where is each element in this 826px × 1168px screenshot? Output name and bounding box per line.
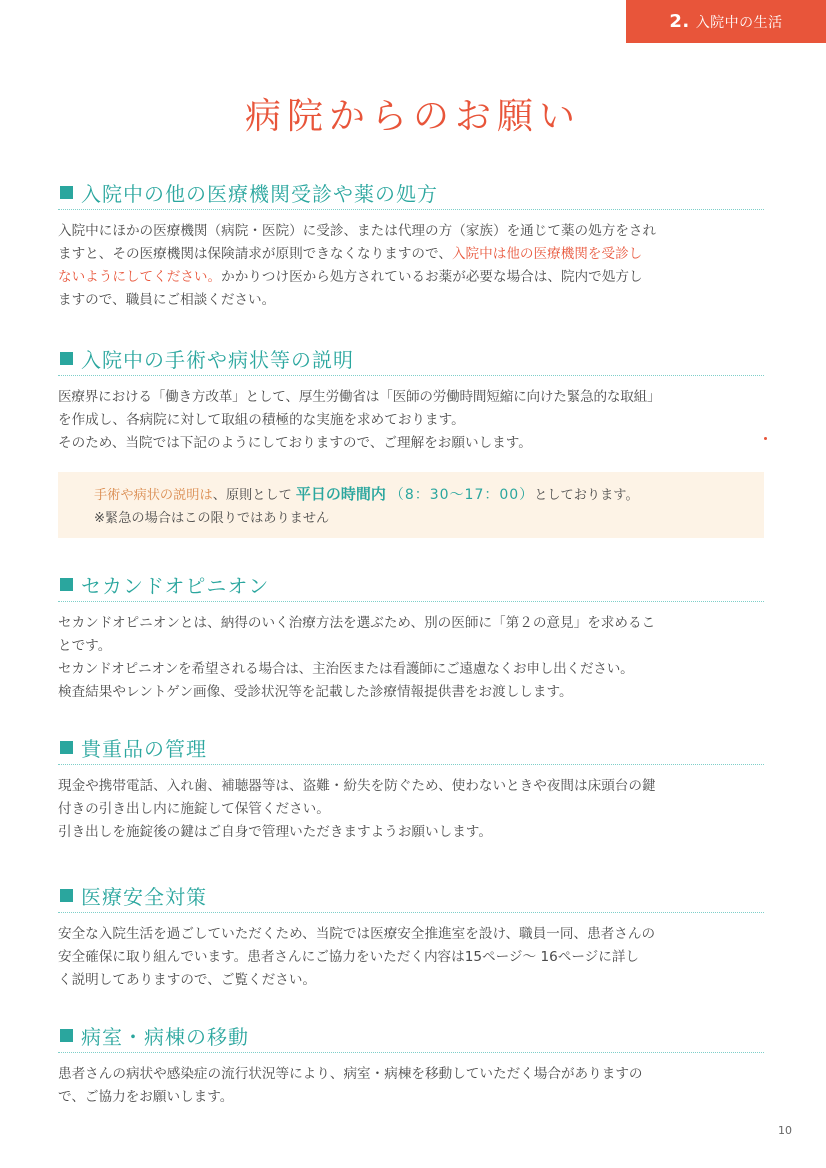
body-line: く説明してありますので、ご覧ください。 <box>58 972 317 988</box>
body-line: 医療界における「働き方改革」として、厚生労働省は「医師の労働時間短縮に向けた緊急的な取組」 <box>58 389 661 405</box>
section-title: 入院中の他の医療機関受診や薬の処方 <box>81 182 438 206</box>
body-line: 患者さんの病状や感染症の流行状況等により、病室・病棟を移動していただく場合がありますの <box>58 1066 643 1082</box>
section-body <box>58 386 764 455</box>
body-line: 安全確保に取り組んでいます。患者さんにご協力をいただく内容は15ページ～ 16ページに詳し <box>58 949 640 965</box>
section-body <box>58 923 764 992</box>
body-line: 検査結果やレントゲン画像、受診状況等を記載した診療情報提供書をお渡しします。 <box>58 684 573 700</box>
section-heading <box>58 883 764 913</box>
square-bullet-icon <box>60 889 73 902</box>
section-title: 入院中の手術や病状等の説明 <box>81 348 354 372</box>
body-line: ますので、職員にご相談ください。 <box>58 292 276 308</box>
notice-time: （8：30～17：00） <box>389 487 535 503</box>
section-medical-safety <box>58 883 764 992</box>
notice-note: ※緊急の場合はこの限りではありません <box>94 511 330 526</box>
square-bullet-icon <box>60 186 73 199</box>
chapter-number: 2. <box>669 11 690 32</box>
body-line: そのため、当院では下記のようにしておりますので、ご理解をお願いします。 <box>58 435 532 451</box>
chapter-tab <box>626 0 826 43</box>
section-heading <box>58 346 764 376</box>
section-title: セカンドオピニオン <box>81 574 270 598</box>
body-line <box>58 243 764 266</box>
body-line: 引き出しを施錠後の鍵はご自身で管理いただきますようお願いします。 <box>58 824 492 840</box>
square-bullet-icon <box>60 741 73 754</box>
section-heading <box>58 180 764 210</box>
decorative-dot <box>764 437 767 440</box>
section-body <box>58 220 764 312</box>
notice-box <box>58 472 764 538</box>
section-other-hospital <box>58 180 764 312</box>
notice-mid: 、原則として <box>212 488 292 503</box>
section-second-opinion <box>58 572 764 704</box>
square-bullet-icon <box>60 352 73 365</box>
notice-highlight: 平日の時間内 <box>295 485 386 503</box>
section-title: 貴重品の管理 <box>81 737 207 761</box>
body-line: 付きの引き出し内に施錠して保管ください。 <box>58 801 330 817</box>
warning-text: ないようにしてください。 <box>58 269 222 285</box>
section-room-transfer <box>58 1023 764 1109</box>
notice-line <box>94 483 764 507</box>
body-line: セカンドオピニオンとは、納得のいく治療方法を選ぶため、別の医師に「第２の意見」を求めるこ <box>58 615 656 631</box>
notice-lead: 手術や病状の説明は <box>94 488 213 503</box>
section-heading <box>58 1023 764 1053</box>
page-title: 病院からのお願い <box>244 96 581 137</box>
section-explanation <box>58 346 764 455</box>
section-title: 病室・病棟の移動 <box>81 1025 249 1049</box>
page-number: 10 <box>778 1124 792 1137</box>
square-bullet-icon <box>60 578 73 591</box>
body-line: 安全な入院生活を過ごしていただくため、当院では医療安全推進室を設け、職員一同、患者さんの <box>58 926 656 942</box>
section-body <box>58 612 764 704</box>
section-body <box>58 775 764 844</box>
body-line: 現金や携帯電話、入れ歯、補聴器等は、盗難・紛失を防ぐため、使わないときや夜間は床頭台の鍵 <box>58 778 656 794</box>
section-heading <box>58 572 764 602</box>
section-body <box>58 1063 764 1109</box>
chapter-title: 入院中の生活 <box>695 14 783 31</box>
notice-tail: としております。 <box>534 488 639 503</box>
body-line: とです。 <box>58 638 112 654</box>
section-title: 医療安全対策 <box>81 885 207 909</box>
body-line: セカンドオピニオンを希望される場合は、主治医または看護師にご遠慮なくお申し出ください。 <box>58 661 634 677</box>
warning-text: 入院中は他の医療機関を受診し <box>451 246 643 262</box>
body-text: かかりつけ医から処方されているお薬が必要な場合は、院内で処方し <box>221 269 643 285</box>
section-valuables <box>58 735 764 844</box>
body-text: ますと、その医療機関は保険請求が原則できなくなりますので、 <box>58 246 452 262</box>
section-heading <box>58 735 764 765</box>
body-line <box>58 266 764 289</box>
body-line: 入院中にほかの医療機関（病院・医院）に受診、または代理の方（家族）を通じて薬の処方をされ <box>58 223 657 239</box>
square-bullet-icon <box>60 1029 73 1042</box>
body-line: で、ご協力をお願いします。 <box>58 1089 234 1105</box>
body-line: を作成し、各病院に対して取組の積極的な実施を求めております。 <box>58 412 465 428</box>
